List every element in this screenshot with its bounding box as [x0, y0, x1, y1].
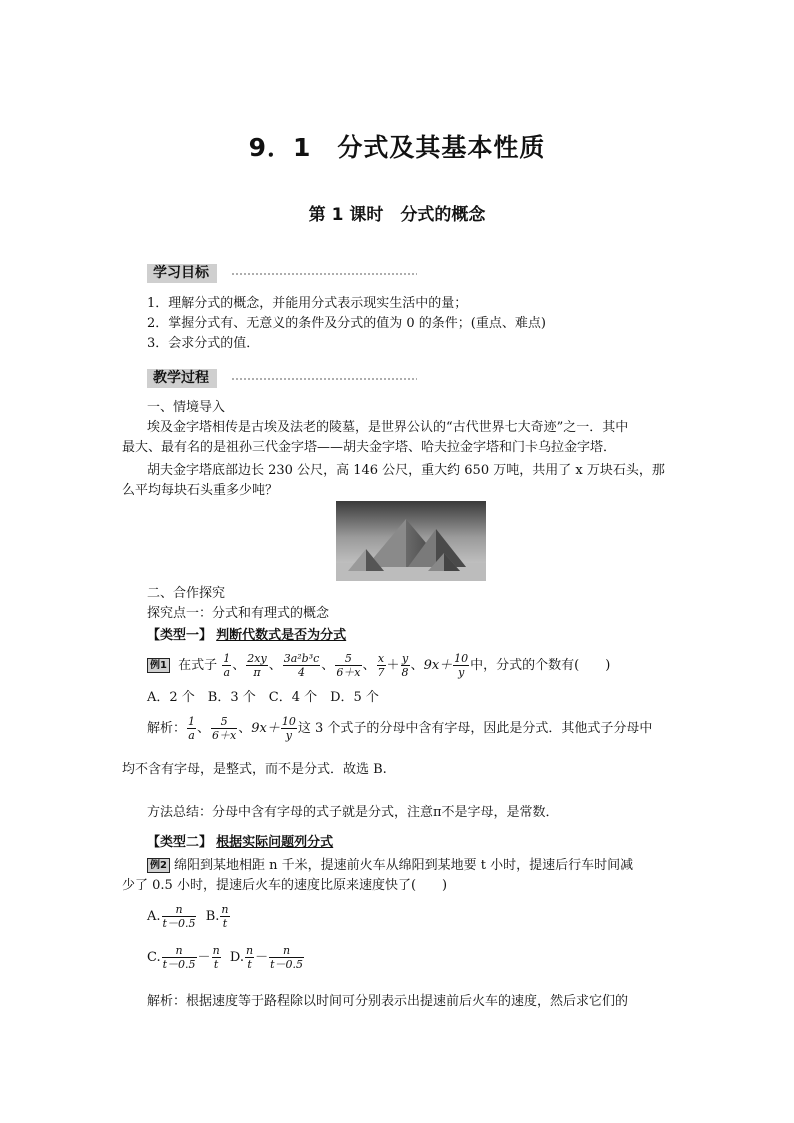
fraction-n-over-t: $\frac{n}{t}$: [212, 944, 220, 971]
solution-1-line-2: 均不含有字母，是整式，而不是分式．故选 B.: [122, 762, 387, 777]
intro-paragraph-1-line-2: 最大、最有名的是祖孙三代金字塔——胡夫金字塔、哈夫拉金字塔和门卡乌拉金字塔．: [122, 440, 617, 455]
example-1-suffix: 中，分式的个数有( ): [470, 658, 611, 673]
solution-2-line-1: 解析：根据速度等于路程除以时间可分别表示出提速前后火车的速度，然后求它们的: [147, 994, 629, 1009]
fraction-10-over-y: $\frac{10}{y}$: [454, 652, 469, 679]
term-9x-plus: 9x＋: [423, 658, 453, 673]
part2-title: 二、合作探究: [147, 586, 226, 601]
example-2-options-cd: [147, 944, 305, 972]
example-2-options-ab: [147, 903, 231, 931]
separator: 、: [268, 658, 282, 673]
type1-heading: [147, 626, 346, 646]
process-heading: [147, 369, 217, 387]
option-b-label: B.: [205, 909, 220, 924]
solution-1-text: 这 3 个式子的分母中含有字母，因此是分式．其他式子分母中: [297, 721, 653, 736]
type2-bracket: 【类型二】: [147, 835, 213, 850]
example-2-text: 绵阳到某地相距 n 千米，提速前火车从绵阳到某地要 t 小时，提速后行车时间减: [173, 858, 634, 873]
option-d-label: D.: [229, 950, 245, 965]
intro-paragraph-2-line-1: 胡夫金字塔底部边长 230 公尺，高 146 公尺，重大约 650 万吨，共用了 x 万块石头，那: [147, 463, 665, 478]
separator: 、: [197, 721, 211, 736]
goal-item-2: 2．掌握分式有、无意义的条件及分式的值为 0 的条件；(重点、难点): [147, 316, 546, 331]
type2-heading: [147, 833, 333, 853]
goals-heading-label: 学习目标: [147, 264, 217, 283]
example-2-line-2: 少了 0.5 小时，提速后火车的速度比原来速度快了( ): [122, 878, 448, 893]
intro-paragraph-1-line-1: 埃及金字塔相传是古埃及法老的陵墓，是世界公认的“古代世界七大奇迹”之一．其中: [147, 420, 629, 435]
type2-title: 根据实际问题列分式: [216, 835, 334, 850]
fraction-5-over-6-plus-x: $\frac{5}{6+x}$: [336, 652, 361, 679]
fraction-y-over-8: $\frac{y}{8}$: [401, 652, 409, 679]
minus-sign: －: [197, 950, 211, 965]
separator: 、: [362, 658, 376, 673]
option-c-label: C.: [147, 950, 161, 965]
heading-dots-decoration: [231, 272, 417, 276]
process-heading-label: 教学过程: [147, 369, 217, 388]
goal-item-3: 3．会求分式的值．: [147, 336, 260, 351]
pyramids-photo: [336, 501, 486, 581]
goals-heading: [147, 264, 217, 282]
fraction-n-over-t: $\frac{n}{t}$: [221, 903, 229, 930]
heading-dots-decoration: [231, 377, 417, 381]
fraction-n-over-t-minus-half: $\frac{n}{t-0.5}$: [270, 944, 304, 971]
example-1-options: A．2 个 B．3 个 C．4 个 D．5 个: [147, 690, 379, 705]
example-2-badge: 例2: [147, 858, 170, 873]
fraction-3a2b3c-over-4: $\frac{\text{3a²b³c}}{4}$: [283, 652, 320, 679]
example-2-line-1: [147, 856, 633, 876]
separator: 、: [410, 658, 424, 673]
fraction-n-over-t-minus-half: $\frac{n}{t-0.5}$: [162, 903, 196, 930]
example-1: [147, 652, 610, 680]
fraction-n-over-t: $\frac{n}{t}$: [246, 944, 254, 971]
fraction-5-over-6-plus-x: $\frac{5}{6+x}$: [212, 715, 237, 742]
type1-bracket: 【类型一】: [147, 628, 213, 643]
separator: 、: [238, 721, 252, 736]
example-1-badge: 例1: [147, 658, 170, 673]
solution-1-line-1: [147, 715, 652, 743]
separator: 、: [232, 658, 246, 673]
fraction-2xy-over-pi: $\frac{2xy}{\pi}$: [247, 652, 267, 679]
solution-label: 解析：: [147, 721, 187, 736]
fraction-x-over-7: $\frac{x}{7}$: [377, 652, 385, 679]
minus-sign: －: [255, 950, 269, 965]
part1-title: 一、情境导入: [147, 400, 226, 415]
page-title: 9．1 分式及其基本性质: [248, 133, 546, 162]
goal-item-1: 1．理解分式的概念，并能用分式表示现实生活中的量；: [147, 296, 468, 311]
separator: 、: [321, 658, 335, 673]
fraction-n-over-t-minus-half: $\frac{n}{t-0.5}$: [162, 944, 196, 971]
fraction-1-over-a: $\frac{1}{a}$: [188, 715, 196, 742]
plus-sign: ＋: [386, 658, 400, 673]
fraction-10-over-y: $\frac{10}{y}$: [281, 715, 296, 742]
intro-paragraph-2-line-2: 么平均每块石头重多少吨？: [122, 483, 279, 498]
term-9x-plus: 9x＋: [251, 721, 280, 736]
example-1-prefix: 在式子: [178, 658, 218, 673]
type1-title: 判断代数式是否为分式: [216, 628, 347, 643]
method-summary-1: 方法总结：分母中含有字母的式子就是分式，注意π不是字母，是常数．: [147, 805, 559, 820]
option-a-label: A.: [147, 909, 161, 924]
lesson-subtitle: 第 1 课时 分式的概念: [308, 205, 486, 225]
explore-point-1: 探究点一：分式和有理式的概念: [147, 606, 330, 621]
fraction-1-over-a: $\frac{1}{a}$: [223, 652, 231, 679]
